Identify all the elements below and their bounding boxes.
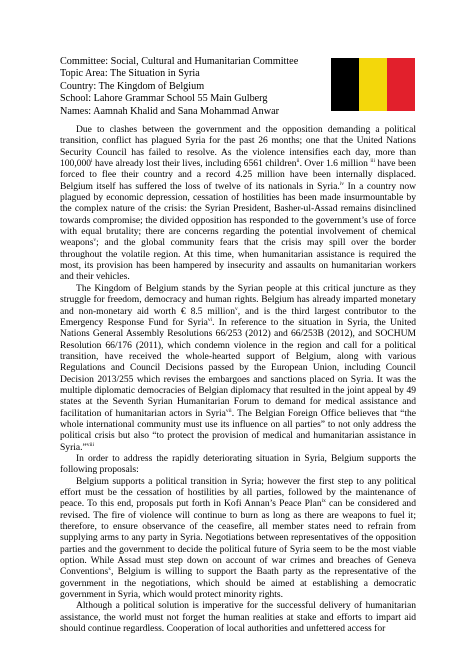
footnote-ref: ix (321, 498, 326, 505)
paragraph-1: Due to clashes between the government and the opposition demanding a political transition, conflict has plagued Syria for the past 26 months; one that the United Nations Security Council has failed to resolve. As the violence intensifies each day, more than 100,000$^i$ have already lost their lives, including 6561 children$^{ii}$. Over 1.6 million $^{iii}$ have been forced to flee their country and a record 4.25 million have been internally displaced. Belgium itself has suffered the loss of twelve of its nationals in Syria.$^{iv}$ In a country now plagued by economic depression, cessation of hostilities has been made insurmountable by the complex nature of the crisis: the Syrian President, Basher-ul-Assad remains disinclined towards compromise; the divided opposition has responded to the government’s use of force with equal brutality; there are concerns regarding the potential involvement of chemical weapons$^v$; and the global community fears that the crisis may spill over the border throughout the volatile region. At this time, when humanitarian assistance is required the most, its provision has been hampered by insecurity and assaults on humanitarian workers and their vehicles. (60, 124, 417, 283)
footnote-ref: ii (296, 158, 300, 165)
paragraph-4: Belgium supports a political transition in Syria; however the first step to any political effort must be the cessation of hostilities by all parties, followed by the maintenance of peace. To this end, proposals put forth in Kofi Annan’s Peace Plan$^{ix}$ can be considered and revised. The fire of violence will continue to burn as long as there are weapons to fuel it; therefore, to ensure observance of the ceasefire, all member states need to refrain from supplying arms to any party in Syria. Negotiations between representatives of the opposition parties and the government to decide the political future of Syria seem to be the most viable option. While Assad must step down on account of war crimes and breaches of Geneva Conventions$^x$, Belgium is willing to support the Baath party as the representative of the government in the negotiations, which should be aimed at establishing a democratic government in Syria, which would protect minority rights. (60, 475, 416, 601)
footnote-ref: x (108, 566, 112, 573)
school-line: School: Lahore Grammar School 55 Main Gulberg (60, 93, 268, 105)
footnote-ref: vii (225, 407, 232, 414)
flag-stripe-red (387, 58, 415, 111)
paragraph-2: The Kingdom of Belgium stands by the Syrian people at this critical juncture as they struggle for freedom, democracy and human rights. Belgium has already imparted monetary and non-monetary aid worth € 8.5 million$^v$, and is the third largest contributor to the Emergency Response Fund for Syria$^{vi}$. In reference to the situation in Syria, the United Nations General Assembly Resolutions 66/253 (2012) and 66/253B (2012), and SOCHUM Resolution 66/176 (2011), which condemn violence in the region and call for a political transition, have received the whole-hearted support of Belgium, along with various Regulations and Council Decisions passed by the European Union, including Council Decision 2013/255 which revises the embargoes and sanctions placed on Syria. It was the multiple diplomatic democracies of Belgian diplomacy that resulted in the joint appeal by 49 states at the Seventh Syrian Humanitarian Forum to demand for medical assistance and facilitation of humanitarian actors in Syria$^{vii}$. The Belgian Foreign Office believes that “the whole international community must use its influence on all parties” to not only address the political crisis but also “to protect the provision of medical and humanitarian assistance in Syria.”$^{viii}$ (60, 282, 416, 453)
footnote-ref: viii (86, 441, 95, 448)
document-body (60, 124, 416, 634)
committee-line: Committee: Social, Cultural and Humanitarian Committee (60, 56, 299, 67)
paragraph-3: In order to address the rapidly deteriorating situation in Syria, Belgium supports the following proposals: (60, 452, 416, 476)
footnote-ref: v (234, 305, 238, 312)
paragraph-5: Although a political solution is imperative for the successful delivery of humanitarian assistance, the world must not forget the human realities at stake and efforts to impart aid should continue regardless. Cooperation of local authorities and unfettered access for (60, 600, 416, 635)
footnote-ref: vi (207, 316, 213, 323)
footnote-ref: iii (370, 158, 376, 165)
footnote-ref: i (91, 158, 93, 165)
document-header (60, 56, 298, 118)
footnote-ref: iv (339, 180, 345, 187)
names-line: Names: Aamnah Khalid and Sana Mohammad Anwar (60, 105, 279, 117)
country-line: Country: The Kingdom of Belgium (60, 80, 205, 92)
topic-line: Topic Area: The Situation in Syria (60, 68, 200, 80)
flag-stripe-black (331, 58, 359, 111)
belgium-flag (331, 58, 415, 111)
footnote-ref: v (93, 237, 97, 244)
flag-stripe-yellow (359, 58, 387, 111)
